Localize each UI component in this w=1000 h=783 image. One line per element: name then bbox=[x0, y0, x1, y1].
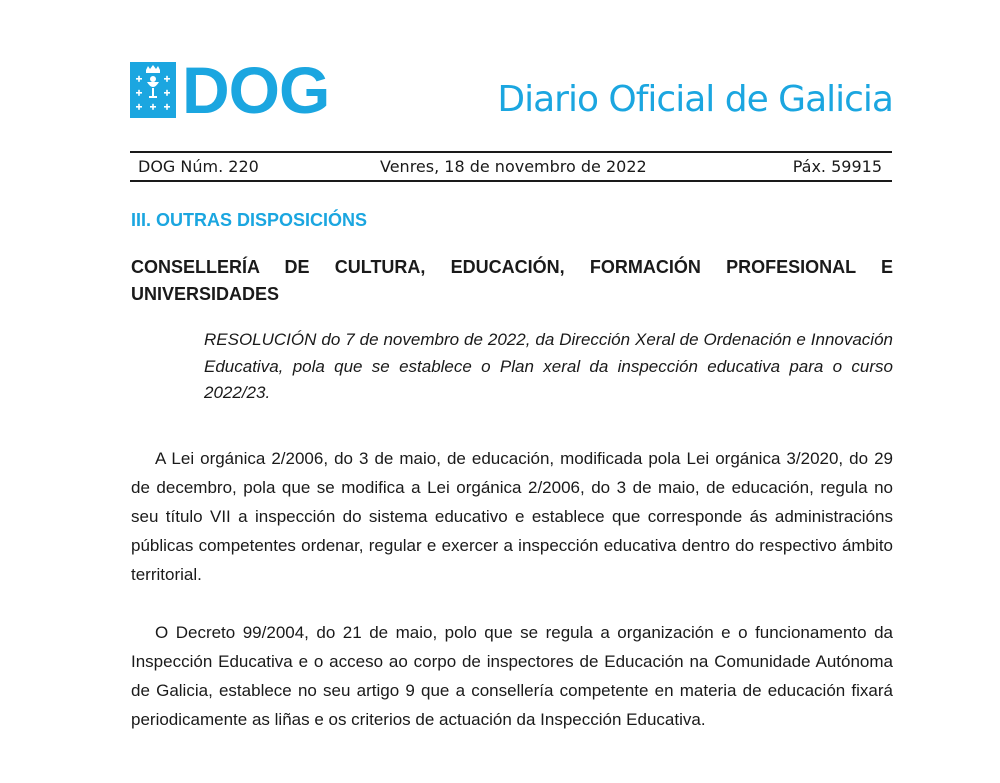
body-paragraph: O Decreto 99/2004, do 21 de maio, polo que se regula a organización e o funcionamento da Inspección Educativa e o acceso ao corpo de inspectores de Educación na Comunidade Autónoma de Galicia, establece no seu artigo 9 que a consellería competente en materia de educación fixará periodicamente as liñas e os criterios de actuación da Inspección Educativa. bbox=[131, 623, 893, 729]
page-number: Páx. 59915 bbox=[792, 157, 882, 176]
publication-title: Diario Oficial de Galicia bbox=[497, 79, 893, 120]
dog-logo bbox=[130, 53, 330, 127]
issue-date: Venres, 18 de novembro de 2022 bbox=[380, 157, 647, 176]
section-heading: III. OUTRAS DISPOSICIÓNS bbox=[131, 210, 368, 230]
resolution-title: RESOLUCIÓN do 7 de novembro de 2022, da Dirección Xeral de Ordenación e Innovación Educativa, pola que se establece o Plan xeral da inspección educativa para o curso 2022/23. bbox=[204, 330, 893, 402]
body-paragraph: A Lei orgánica 2/2006, do 3 de maio, de educación, modificada pola Lei orgánica 3/2020, do 29 de decembro, pola que se modifica a Lei orgánica 2/2006, do 3 de maio, de educación, regula no seu título VII a inspección do sistema educativo e establece que corresponde ás administracións públicas competentes ordenar, regular e exercer a inspección educativa dentro do respectivo ámbito territorial. bbox=[131, 449, 893, 584]
department-heading: CONSELLERÍA DE CULTURA, EDUCACIÓN, FORMACIÓN PROFESIONAL E UNIVERSIDADES bbox=[131, 257, 893, 304]
galicia-coat-of-arms-icon bbox=[130, 62, 176, 118]
issue-info-bar bbox=[130, 151, 892, 182]
issue-number: DOG Núm. 220 bbox=[138, 157, 259, 176]
logo-text: DOG bbox=[182, 53, 330, 127]
